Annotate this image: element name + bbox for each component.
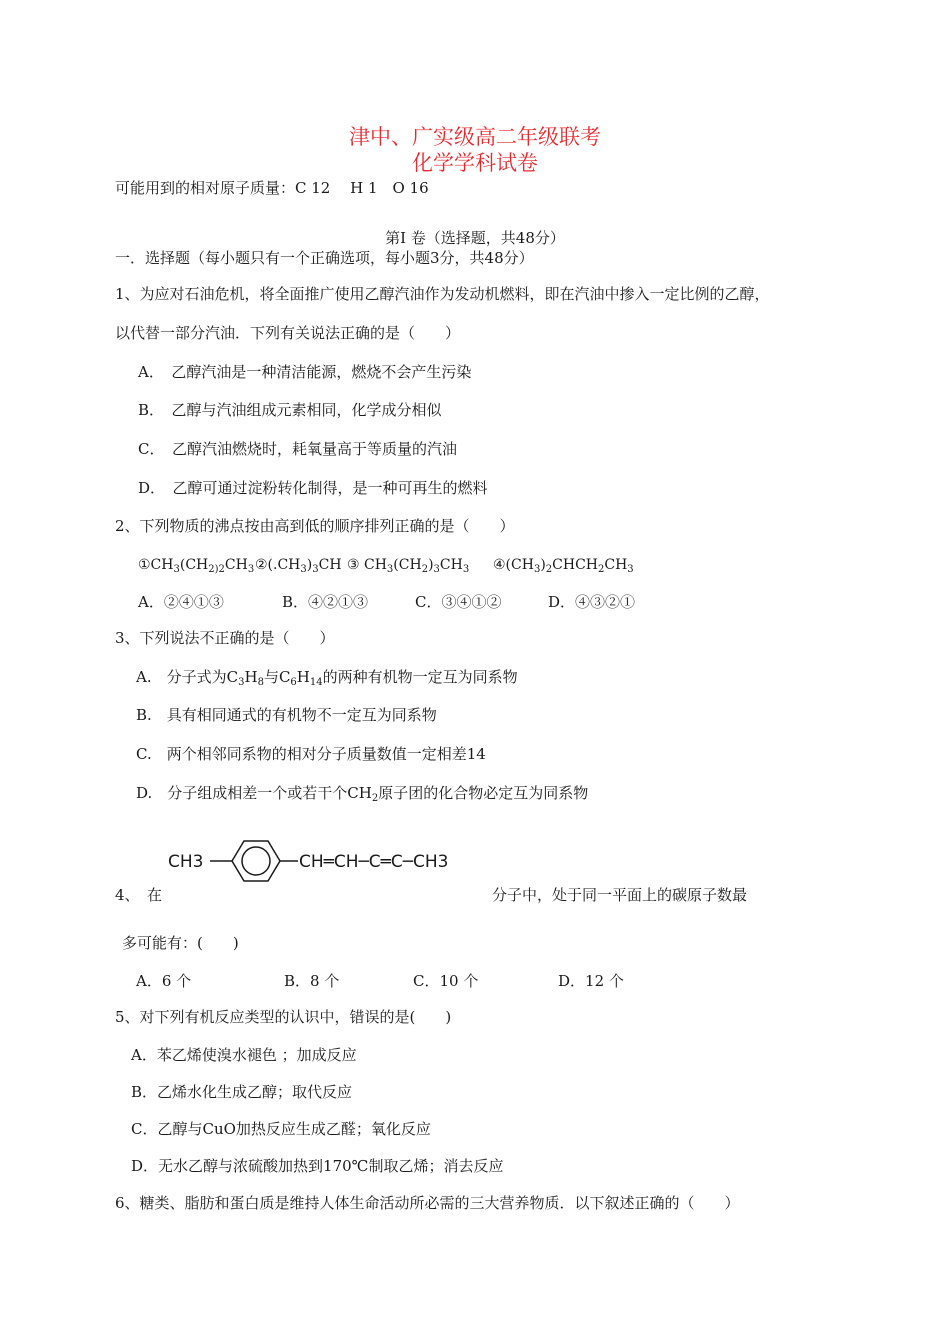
q4-side-chain: CH═CH─C═C─CH3 (299, 852, 449, 872)
atomic-masses: 可能用到的相对原子质量：C 12 H 1 O 16 (115, 179, 429, 197)
q1-stem-line1: 1、为应对石油危机，将全面推广使用乙醇汽油作为发动机燃料，即在汽油中掺入一定比例的乙醇， (115, 285, 770, 303)
q3-option-a: A. 分子式为$C_3H_8$与$C_6H_{14}$的两种有机物一定互为同系物 (136, 668, 518, 688)
q4-benzene-circle (242, 847, 270, 875)
q4-option-a: A．6 个 (136, 972, 192, 990)
q2-compound-3: ③ $CH_3(CH_2)_3CH_3$ (347, 557, 470, 575)
exam-subtitle: 化学学科试卷 (412, 151, 538, 175)
volume-heading: 第Ⅰ 卷（选择题，共48分） (385, 229, 565, 247)
q4-ch3-left: CH3 (168, 852, 204, 872)
q2-compound-4: $④(CH_3)_2CHCH_2CH_3$ (493, 557, 634, 575)
q2-compound-1: $①CH_3(CH_{2)2}CH_3$ (138, 557, 255, 575)
q1-option-b: B． 乙醇与汽油组成元素相同，化学成分相似 (138, 401, 442, 419)
q2-option-d: D．④③②① (548, 593, 636, 611)
q5-option-d: D．无水乙醇与浓硫酸加热到170℃制取乙烯；消去反应 (131, 1157, 504, 1175)
q1-stem-line2: 以代替一部分汽油．下列有关说法正确的是（ ） (115, 324, 461, 342)
section-heading: 一．选择题（每小题只有一个正确选项，每小题3分，共48分） (115, 249, 534, 267)
q5-option-c: C．乙醇与CuO加热反应生成乙醛；氧化反应 (131, 1120, 431, 1138)
q2-option-a: A．②④①③ (138, 593, 224, 611)
q3-option-b: B. 具有相同通式的有机物不一定互为同系物 (136, 706, 437, 724)
q3-option-d: D. 分子组成相差一个或若干个$CH_2$原子团的化合物必定互为同系物 (136, 784, 589, 804)
q5-option-b: B．乙烯水化生成乙醇；取代反应 (131, 1083, 353, 1101)
q1-option-d: D． 乙醇可通过淀粉转化制得，是一种可再生的燃料 (138, 479, 488, 497)
q2-stem: 2、下列物质的沸点按由高到低的顺序排列正确的是（ ） (115, 517, 515, 535)
q3-stem: 3、下列说法不正确的是（ ） (115, 629, 335, 647)
q1-option-a: A． 乙醇汽油是一种清洁能源，燃烧不会产生污染 (138, 363, 472, 381)
q2-option-b: B．④②①③ (282, 593, 369, 611)
q3-option-c: C. 两个相邻同系物的相对分子质量数值一定相差14 (136, 745, 486, 763)
q4-number: 4、 在 (115, 886, 163, 904)
q4-stem-line2: 多可能有：( ) (122, 934, 239, 952)
q4-option-c: C．10 个 (413, 972, 479, 990)
q1-option-c: C． 乙醇汽油燃烧时，耗氧量高于等质量的汽油 (138, 440, 457, 458)
q4-option-b: B．8 个 (284, 972, 340, 990)
q2-compound-2: $②(.CH_3)_3CH$ (255, 557, 342, 575)
q6-stem: 6、糖类、脂肪和蛋白质是维持人体生命活动所必需的三大营养物质．以下叙述正确的（ ） (115, 1194, 740, 1212)
q5-option-a: A．苯乙烯使溴水褪色 ；加成反应 (131, 1046, 357, 1064)
q2-option-c: C．③④①② (415, 593, 502, 611)
q4-structure-diagram (160, 820, 500, 900)
q4-stem-tail: 分子中，处于同一平面上的碳原子数最 (492, 886, 748, 904)
q4-option-d: D．12 个 (558, 972, 624, 990)
exam-title: 津中、广实级高二年级联考 (349, 125, 601, 149)
q5-stem: 5、对下列有机反应类型的认识中，错误的是( ) (115, 1008, 452, 1026)
